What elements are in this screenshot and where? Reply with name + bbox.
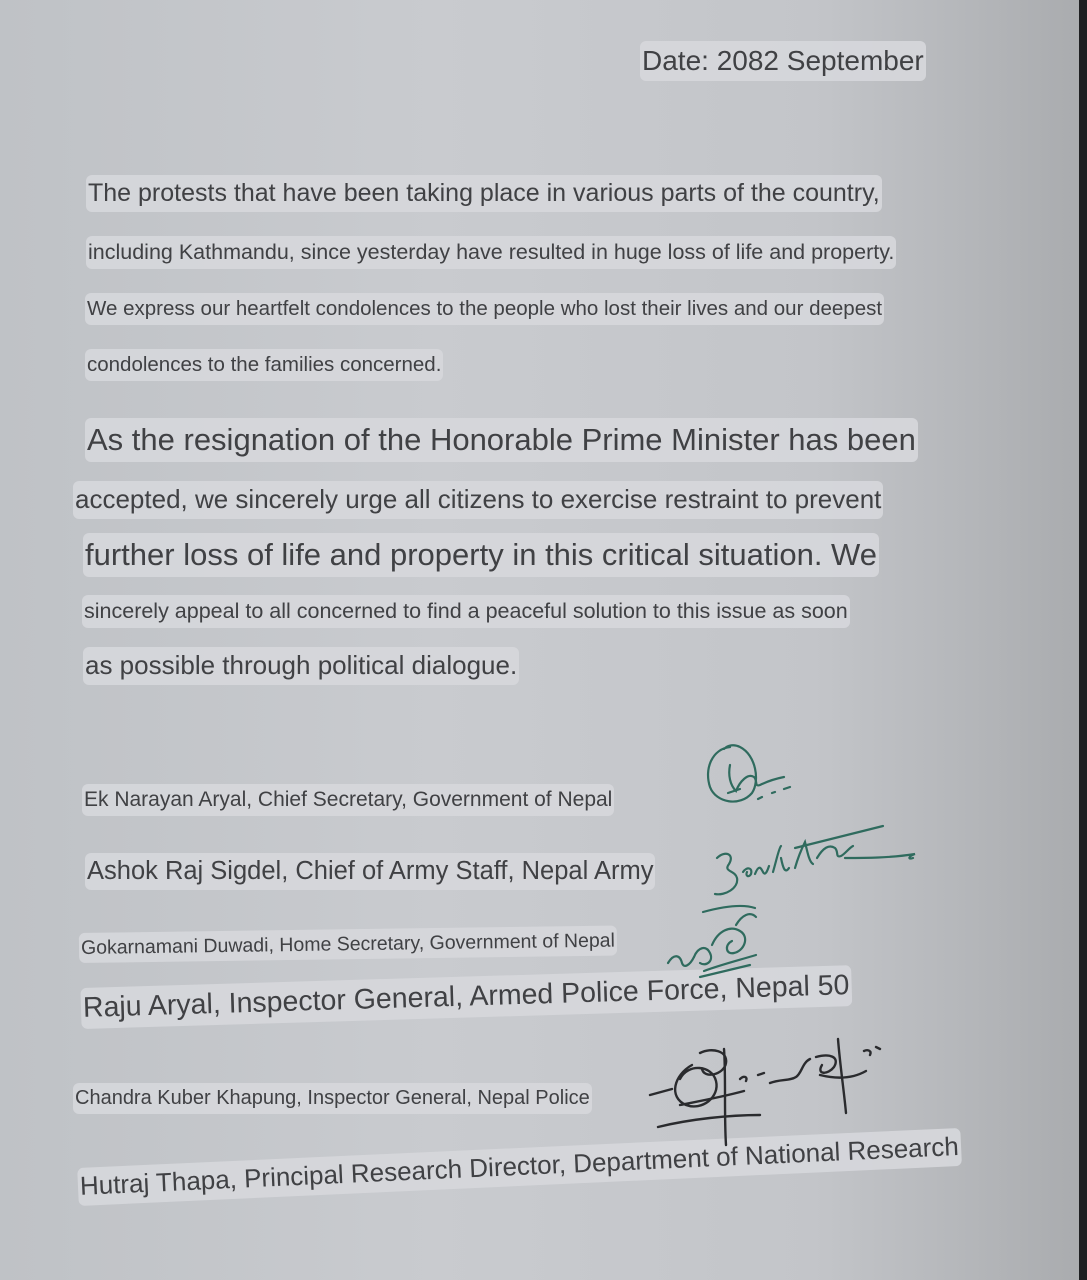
paragraph2-line: accepted, we sincerely urge all citizens to exercise restraint to prevent bbox=[73, 481, 883, 519]
paragraph2-line: As the resignation of the Honorable Prime Minister has been bbox=[85, 418, 918, 462]
signature-1 bbox=[700, 735, 810, 820]
signatory-name: Raju Aryal, Inspector General, Armed Police Force, Nepal 50 bbox=[80, 965, 852, 1029]
signature-3 bbox=[660, 905, 770, 990]
signatory-name: Gokarnamani Duwadi, Home Secretary, Government of Nepal bbox=[79, 925, 617, 963]
signature-4 bbox=[640, 1035, 890, 1150]
paragraph1-line: The protests that have been taking place in various parts of the country, bbox=[86, 175, 882, 212]
signatory-name: Ek Narayan Aryal, Chief Secretary, Government of Nepal bbox=[82, 784, 614, 816]
signatory-name: Hutraj Thapa, Principal Research Director, Department of National Research bbox=[77, 1128, 961, 1206]
letter-date: Date: 2082 September bbox=[640, 41, 926, 81]
paragraph2-line: as possible through political dialogue. bbox=[83, 647, 519, 685]
paragraph2-line: further loss of life and property in this critical situation. We bbox=[83, 533, 879, 577]
paragraph1-line: We express our heartfelt condolences to the people who lost their lives and our deepest bbox=[85, 293, 884, 325]
paragraph1-line: condolences to the families concerned. bbox=[85, 349, 443, 381]
page-edge-shadow bbox=[1079, 0, 1087, 1280]
paragraph2-line: sincerely appeal to all concerned to find a peaceful solution to this issue as soon bbox=[82, 595, 850, 628]
signatory-name: Chandra Kuber Khapung, Inspector General, Nepal Police bbox=[73, 1083, 592, 1114]
paragraph1-line: including Kathmandu, since yesterday have resulted in huge loss of life and property. bbox=[86, 236, 896, 269]
signatory-name: Ashok Raj Sigdel, Chief of Army Staff, Nepal Army bbox=[85, 853, 655, 890]
